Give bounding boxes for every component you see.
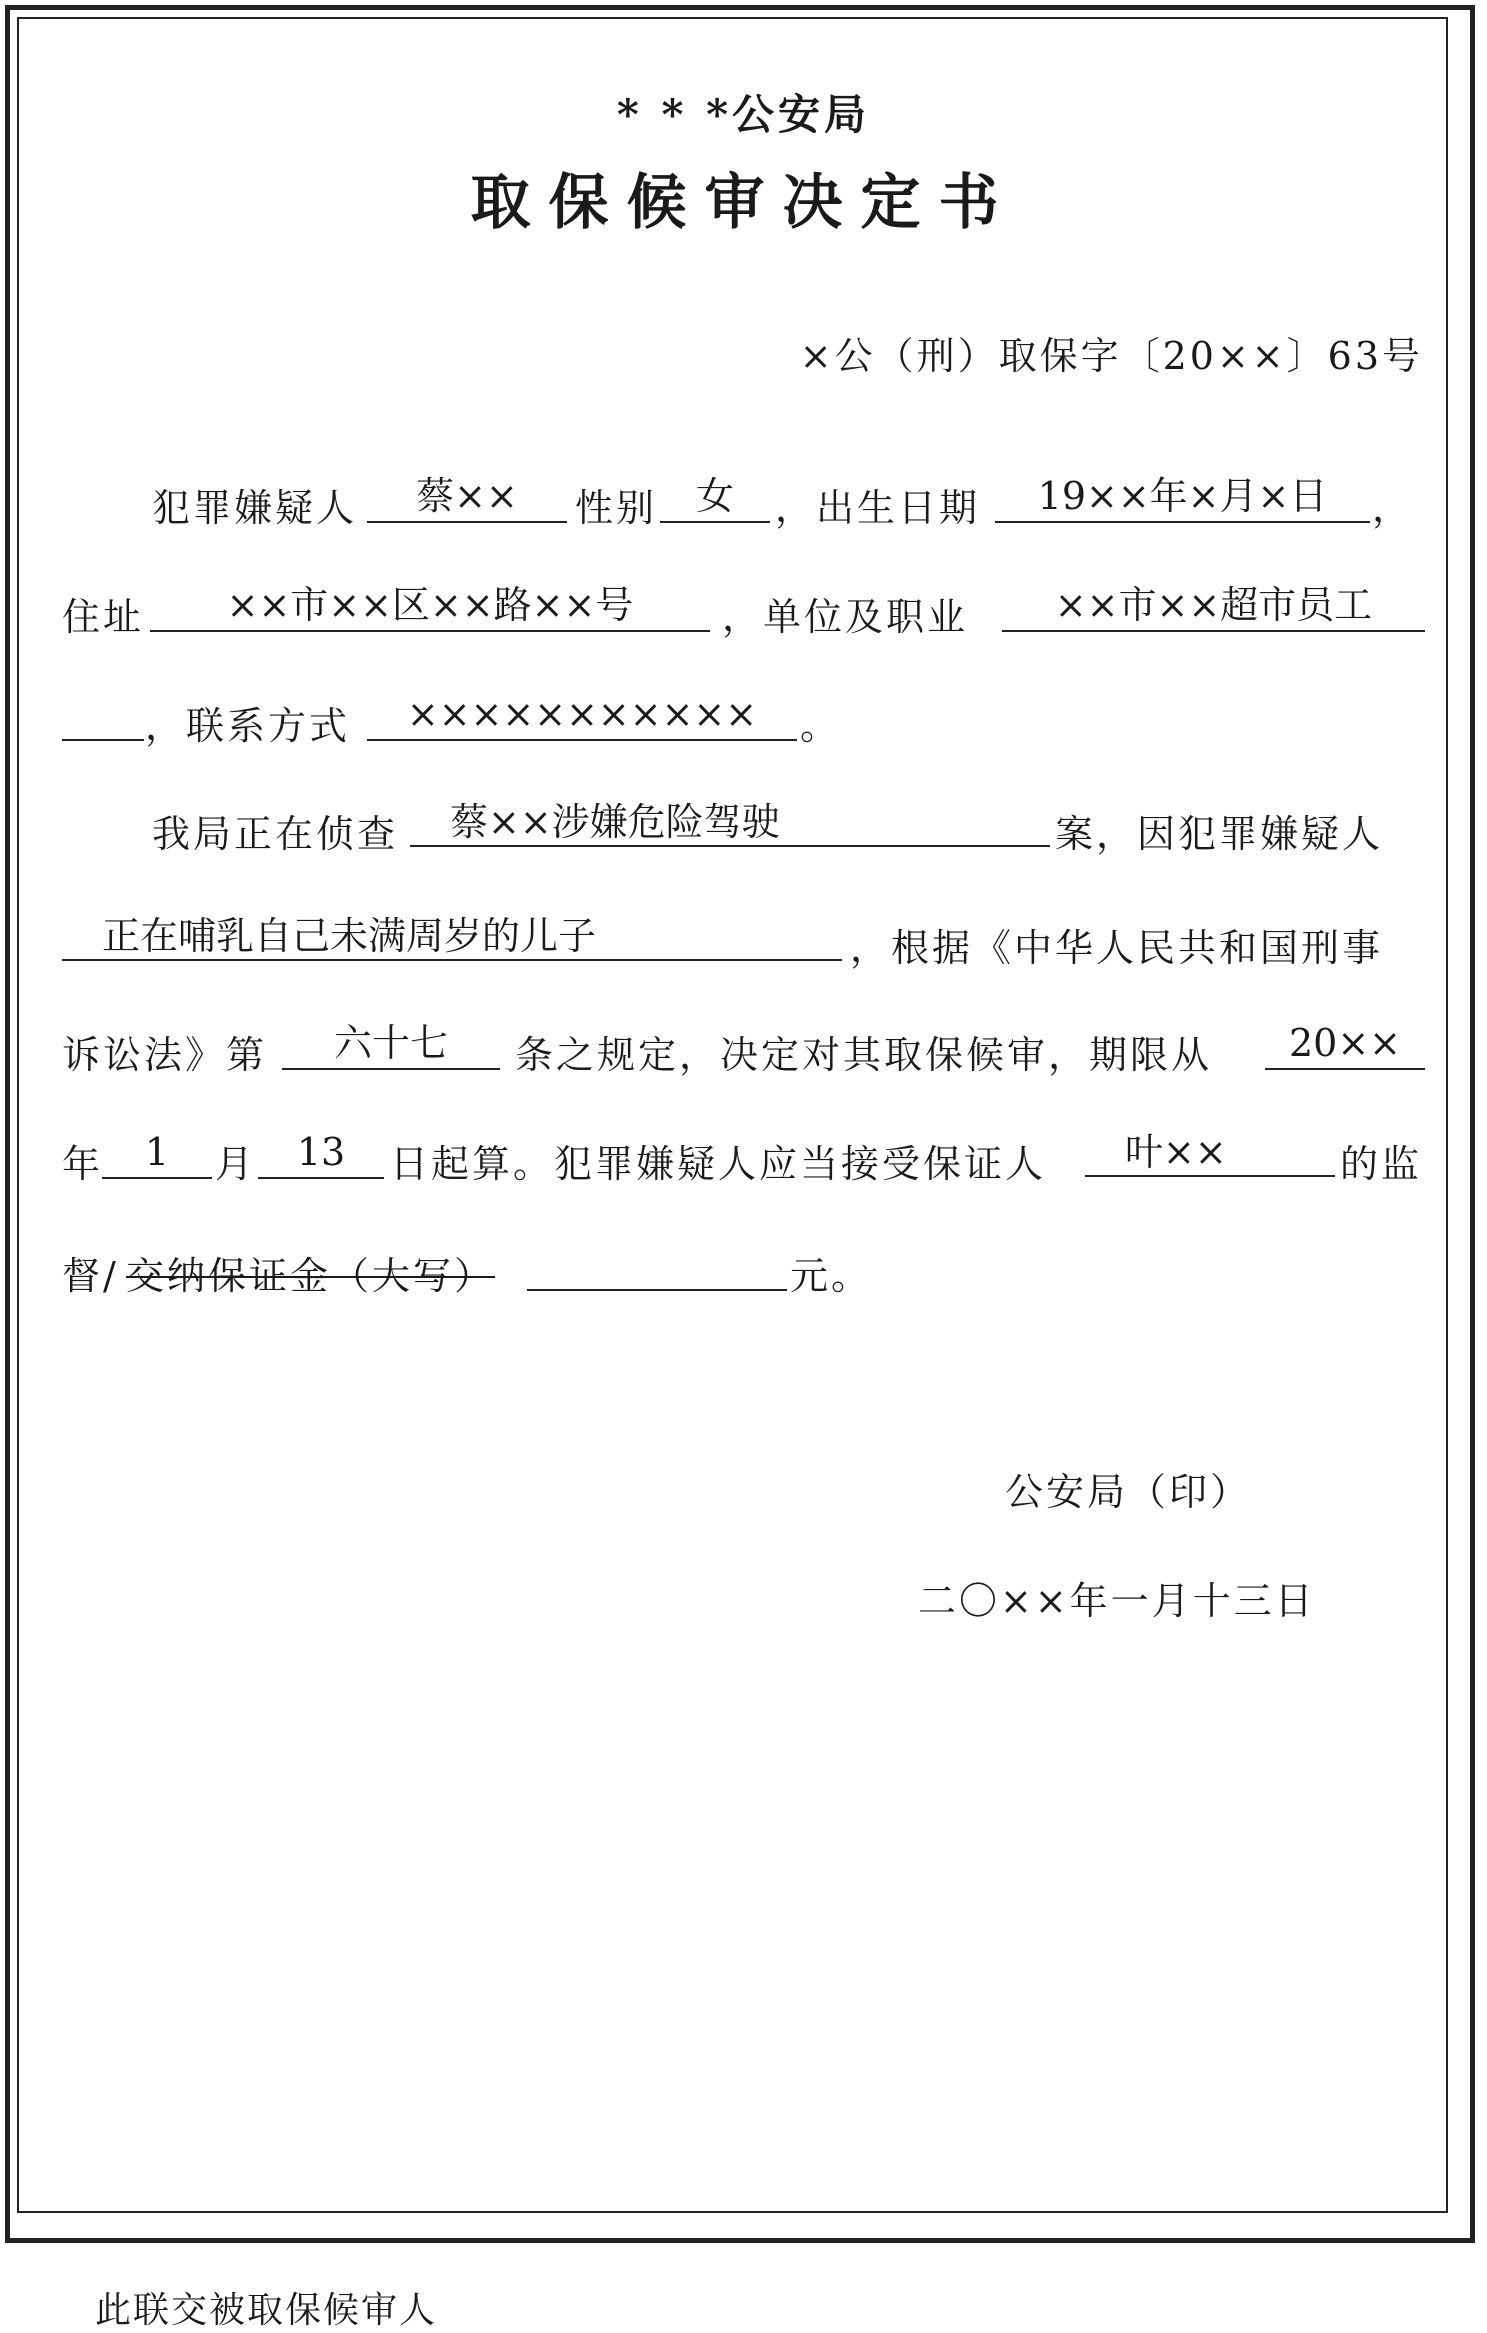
field-suspect-name: 蔡×× [367, 473, 567, 523]
field-contact: ××××××××××× [367, 691, 797, 741]
label-case-suffix: 案，因犯罪嫌疑人 [1055, 812, 1384, 856]
label-month: 月 [215, 1142, 257, 1186]
label-employer: ，单位及职业 [722, 595, 969, 639]
label-currency: 元。 [790, 1254, 873, 1298]
field-case-name: 蔡××涉嫌危险驾驶 [410, 799, 1050, 847]
field-start-day: 13 [258, 1129, 384, 1179]
issue-date: 二〇××年一月十三日 [918, 1579, 1316, 1623]
copy-note: 此联交被取保候审人 [95, 2290, 438, 2331]
label-birth-date: ，出生日期 [775, 486, 981, 530]
label-contact: ，联系方式 [145, 704, 351, 748]
field-guarantor: 叶×× [1085, 1129, 1335, 1177]
label-legal-basis: ，根据《中华人民共和国刑事 [850, 926, 1384, 970]
field-bail-reason: 正在哺乳自己未满周岁的儿子 [62, 913, 842, 961]
period: 。 [800, 704, 842, 748]
document-number: ×公（刑）取保字〔20××〕63号 [799, 334, 1423, 378]
field-address: ××市××区××路××号 [150, 582, 710, 632]
label-day-and-guarantor: 日起算。犯罪嫌疑人应当接受保证人 [390, 1142, 1047, 1186]
field-employer-continued [62, 691, 144, 741]
field-start-month: 1 [102, 1129, 212, 1179]
label-gender: 性别 [575, 486, 658, 530]
seal-line: 公安局（印） [1005, 1470, 1252, 1514]
label-year: 年 [62, 1142, 104, 1186]
label-law: 诉讼法》第 [62, 1033, 268, 1077]
field-birth-date: 19××年×月×日 [995, 473, 1370, 523]
label-investigation: 我局正在侦查 [152, 812, 399, 856]
document-title: 取保候审决定书 [470, 168, 1017, 238]
struck-bail-deposit-text: 交纳保证金（大写） [126, 1254, 496, 1298]
label-article-suffix: 条之规定，决定对其取保候审，期限从 [515, 1033, 1213, 1077]
field-start-year: 20×× [1265, 1020, 1425, 1070]
comma: ， [1372, 486, 1414, 530]
field-article-number: 六十七 [282, 1020, 500, 1070]
label-address: 住址 [62, 595, 145, 639]
field-gender: 女 [660, 473, 770, 523]
issuing-agency: * * *公安局 [616, 90, 871, 139]
label-supervision-continued: 督/ [62, 1254, 119, 1298]
label-supervision: 的监 [1340, 1142, 1423, 1186]
label-suspect: 犯罪嫌疑人 [152, 486, 358, 530]
field-employer: ××市××超市员工 [1002, 582, 1425, 632]
field-bail-amount [527, 1241, 787, 1291]
